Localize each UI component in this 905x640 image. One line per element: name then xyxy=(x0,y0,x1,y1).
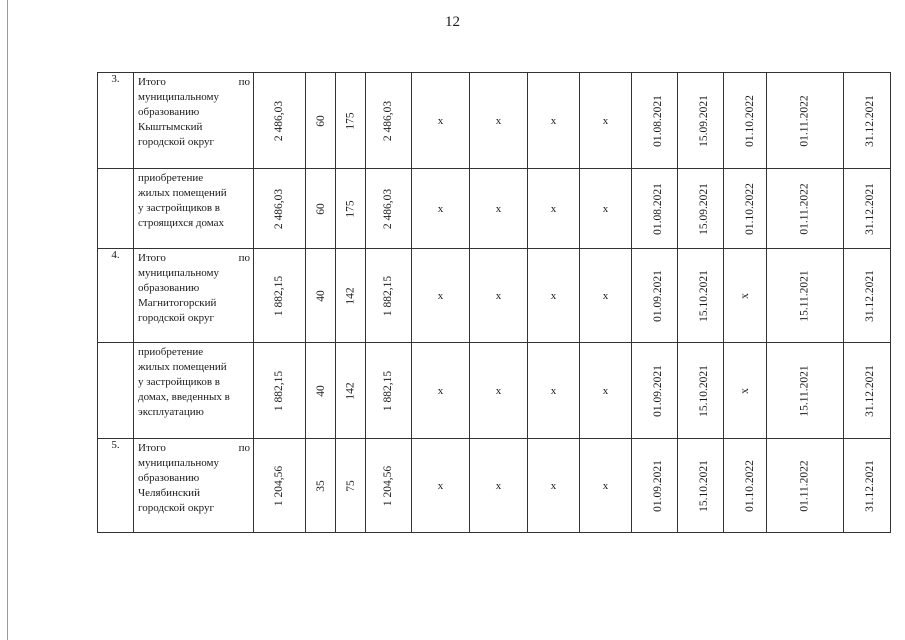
count-cell-value: 40 xyxy=(314,289,327,302)
count-cell-value: 35 xyxy=(314,479,327,492)
name-line: Магнитогорский xyxy=(138,297,217,309)
row-name xyxy=(134,73,254,169)
not-applicable-cell: x xyxy=(580,249,632,343)
date-cell xyxy=(724,169,767,249)
date-value: 31.12.2021 xyxy=(863,269,876,322)
amount-cell xyxy=(254,343,306,439)
name-line: образованию xyxy=(138,106,200,118)
date-cell xyxy=(724,249,767,343)
row-number: 4. xyxy=(98,249,134,343)
not-applicable-cell: x xyxy=(528,439,580,533)
count-cell xyxy=(306,439,336,533)
date-cell xyxy=(767,439,844,533)
total-cell-value: 1 204,56 xyxy=(382,465,395,506)
name-line: Челябинский xyxy=(138,487,200,499)
row-number xyxy=(98,343,134,439)
not-applicable-cell: x xyxy=(470,439,528,533)
date-value: 15.10.2021 xyxy=(697,459,710,512)
date-value: 01.08.2021 xyxy=(651,182,664,235)
count-cell xyxy=(306,73,336,169)
count-cell-value: 60 xyxy=(314,202,327,215)
date-value: 01.08.2021 xyxy=(651,94,664,147)
date-cell xyxy=(844,439,891,533)
date-cell xyxy=(767,73,844,169)
name-line: приобретение xyxy=(138,172,204,184)
date-value: 31.12.2021 xyxy=(863,182,876,235)
name-line: Итого по xyxy=(138,252,250,264)
date-cell xyxy=(632,169,678,249)
not-applicable-cell: x xyxy=(528,73,580,169)
name-line: Итого по xyxy=(138,442,250,454)
not-applicable-cell: x xyxy=(580,343,632,439)
row-number: 3. xyxy=(98,73,134,169)
row-name xyxy=(134,343,254,439)
name-line: у застройщиков в xyxy=(138,202,220,214)
page-number: 12 xyxy=(445,14,460,30)
not-applicable-cell: x xyxy=(580,73,632,169)
name-line: домах, введенных в xyxy=(138,391,230,403)
total-cell xyxy=(366,439,412,533)
name-line: Кыштымский xyxy=(138,121,203,133)
name-line: Итого по xyxy=(138,76,250,88)
date-cell xyxy=(724,343,767,439)
total-cell xyxy=(366,169,412,249)
table-row xyxy=(98,169,891,249)
amount-cell-value: 1 882,15 xyxy=(273,275,286,316)
not-applicable-cell: x xyxy=(470,73,528,169)
name-line: жилых помещений xyxy=(138,187,227,199)
date-cell xyxy=(844,73,891,169)
name-line: строящихся домах xyxy=(138,217,225,229)
amount-cell-value: 1 882,15 xyxy=(273,370,286,411)
name-line: городской округ xyxy=(138,136,215,148)
date-cell xyxy=(844,169,891,249)
date-value: 15.09.2021 xyxy=(697,182,710,235)
amount-cell xyxy=(254,249,306,343)
area-cell-value: 142 xyxy=(344,381,357,400)
date-cell xyxy=(767,343,844,439)
row-name xyxy=(134,439,254,533)
name-line: эксплуатацию xyxy=(138,406,204,418)
amount-cell-value: 1 204,56 xyxy=(273,465,286,506)
housing-schedule-table xyxy=(97,72,891,533)
area-cell xyxy=(336,439,366,533)
date-value: 01.09.2021 xyxy=(651,459,664,512)
not-applicable-cell: x xyxy=(470,343,528,439)
not-applicable-cell: x xyxy=(528,249,580,343)
date-value: 31.12.2021 xyxy=(863,94,876,147)
date-cell xyxy=(724,73,767,169)
date-value: 15.11.2021 xyxy=(798,364,811,417)
not-applicable-cell: x xyxy=(470,169,528,249)
date-value: 15.10.2021 xyxy=(697,269,710,322)
name-line: приобретение xyxy=(138,346,204,358)
name-line: образованию xyxy=(138,282,200,294)
amount-cell xyxy=(254,73,306,169)
amount-cell xyxy=(254,169,306,249)
count-cell xyxy=(306,343,336,439)
table-body xyxy=(98,73,891,533)
date-cell xyxy=(632,343,678,439)
date-cell xyxy=(844,343,891,439)
table-row xyxy=(98,439,891,533)
date-cell xyxy=(767,249,844,343)
total-cell xyxy=(366,343,412,439)
date-value: 31.12.2021 xyxy=(863,459,876,512)
row-number: 5. xyxy=(98,439,134,533)
table-row xyxy=(98,343,891,439)
area-cell-value: 175 xyxy=(344,111,357,130)
area-cell-value: 75 xyxy=(344,479,357,492)
table-row xyxy=(98,249,891,343)
amount-cell-value: 2 486,03 xyxy=(273,188,286,229)
total-cell-value: 2 486,03 xyxy=(382,188,395,229)
date-value: 01.10.2022 xyxy=(743,94,756,147)
row-number xyxy=(98,169,134,249)
name-line: муниципальному xyxy=(138,267,220,279)
row-name xyxy=(134,249,254,343)
date-cell xyxy=(724,439,767,533)
area-cell-value: 142 xyxy=(344,286,357,305)
date-value: 01.09.2021 xyxy=(651,269,664,322)
area-cell xyxy=(336,343,366,439)
date-value: 01.09.2021 xyxy=(651,364,664,417)
not-applicable-cell: x xyxy=(528,169,580,249)
not-applicable-cell: x xyxy=(412,73,470,169)
not-applicable-cell: x xyxy=(580,439,632,533)
count-cell-value: 60 xyxy=(314,114,327,127)
date-value: 15.09.2021 xyxy=(697,94,710,147)
date-value: x xyxy=(739,387,751,394)
row-name xyxy=(134,169,254,249)
area-cell xyxy=(336,73,366,169)
total-cell-value: 1 882,15 xyxy=(382,275,395,316)
date-value: 01.11.2022 xyxy=(798,94,811,147)
not-applicable-cell: x xyxy=(528,343,580,439)
date-cell xyxy=(678,249,724,343)
name-line: у застройщиков в xyxy=(138,376,220,388)
name-line: образованию xyxy=(138,472,200,484)
count-cell-value: 40 xyxy=(314,384,327,397)
date-cell xyxy=(678,169,724,249)
date-value: 01.11.2022 xyxy=(798,182,811,235)
date-cell xyxy=(632,249,678,343)
date-value: 01.10.2022 xyxy=(743,459,756,512)
count-cell xyxy=(306,169,336,249)
table-row xyxy=(98,73,891,169)
not-applicable-cell: x xyxy=(580,169,632,249)
date-value: x xyxy=(739,292,751,299)
date-value: 01.10.2022 xyxy=(743,182,756,235)
name-line: городской округ xyxy=(138,502,215,514)
name-line: жилых помещений xyxy=(138,361,227,373)
total-cell-value: 1 882,15 xyxy=(382,370,395,411)
date-cell xyxy=(678,73,724,169)
name-line: городской округ xyxy=(138,312,215,324)
total-cell xyxy=(366,249,412,343)
amount-cell-value: 2 486,03 xyxy=(273,100,286,141)
date-cell xyxy=(632,439,678,533)
not-applicable-cell: x xyxy=(412,249,470,343)
area-cell-value: 175 xyxy=(344,199,357,218)
not-applicable-cell: x xyxy=(412,343,470,439)
date-value: 31.12.2021 xyxy=(863,364,876,417)
count-cell xyxy=(306,249,336,343)
total-cell-value: 2 486,03 xyxy=(382,100,395,141)
not-applicable-cell: x xyxy=(412,169,470,249)
date-cell xyxy=(678,439,724,533)
date-value: 15.10.2021 xyxy=(697,364,710,417)
not-applicable-cell: x xyxy=(412,439,470,533)
amount-cell xyxy=(254,439,306,533)
total-cell xyxy=(366,73,412,169)
date-cell xyxy=(678,343,724,439)
area-cell xyxy=(336,169,366,249)
date-value: 01.11.2022 xyxy=(798,459,811,512)
date-cell xyxy=(844,249,891,343)
page-margin-line xyxy=(7,0,8,640)
name-line: муниципальному xyxy=(138,91,220,103)
date-cell xyxy=(767,169,844,249)
not-applicable-cell: x xyxy=(470,249,528,343)
date-cell xyxy=(632,73,678,169)
name-line: муниципальному xyxy=(138,457,220,469)
date-value: 15.11.2021 xyxy=(798,269,811,322)
area-cell xyxy=(336,249,366,343)
